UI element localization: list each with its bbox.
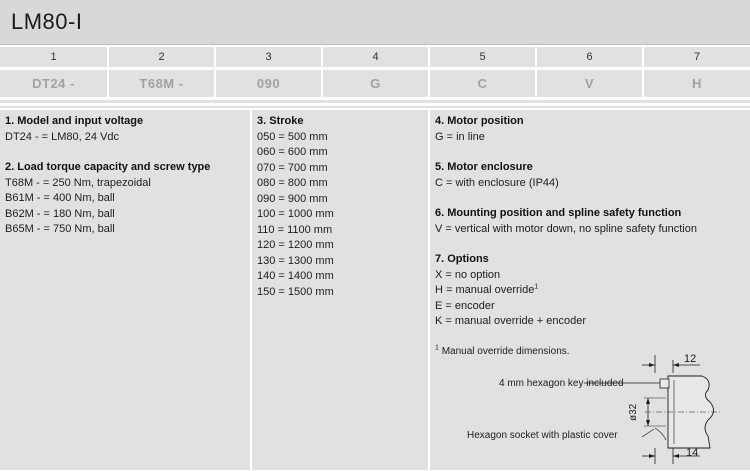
stroke-item: 140 = 1400 mm	[257, 270, 334, 282]
position-number: 7	[644, 47, 750, 67]
dimension-label-diameter: ø32	[628, 403, 639, 421]
position-number-row	[0, 47, 750, 67]
load-item: B62M - = 180 Nm, ball	[5, 207, 115, 220]
divider	[0, 100, 750, 103]
load-item: T68M - = 250 Nm, trapezoidal	[5, 176, 151, 189]
arrow-icon	[649, 454, 655, 458]
section-heading-load: 2. Load torque capacity and screw type	[5, 161, 211, 173]
section-heading-options: 7. Options	[435, 253, 489, 265]
hexagon-socket-label: Hexagon socket with plastic cover	[467, 430, 618, 441]
arrow-icon	[646, 398, 650, 404]
hexagon-key-label: 4 mm hexagon key included	[499, 378, 624, 389]
ordering-code: DT24 -	[0, 70, 109, 97]
section-heading-model: 1. Model and input voltage	[5, 115, 144, 127]
section-heading-stroke: 3. Stroke	[257, 115, 304, 127]
title-bar	[0, 0, 750, 45]
column-stroke	[252, 110, 428, 470]
stroke-item: 110 = 1100 mm	[257, 223, 333, 236]
stroke-item: 050 = 500 mm	[257, 130, 328, 143]
option-item: K = manual override + encoder	[435, 315, 587, 327]
divider	[0, 106, 750, 108]
ordering-code: T68M -	[109, 70, 216, 97]
position-number: 5	[430, 47, 537, 67]
position-number: 6	[537, 47, 644, 67]
dimension-label-top: 12	[684, 353, 697, 365]
option-item: X = no option	[435, 268, 501, 281]
position-number: 1	[0, 47, 109, 67]
section-heading-mounting: 6. Mounting position and spline safety function	[435, 207, 682, 219]
section-heading-motor-position: 4. Motor position	[435, 115, 524, 127]
load-item: B61M - = 400 Nm, ball	[5, 192, 115, 204]
option-item	[435, 283, 745, 299]
stroke-item: 090 = 900 mm	[257, 192, 328, 205]
position-number: 3	[216, 47, 323, 67]
footnote-mark: 1	[435, 344, 439, 352]
motor-position-item: G = in line	[435, 130, 485, 143]
stroke-item: 070 = 700 mm	[257, 161, 328, 174]
position-number: 2	[109, 47, 216, 67]
position-number: 4	[323, 47, 430, 67]
model-item: DT24 - = LM80, 24 Vdc	[5, 130, 120, 143]
stroke-item: 150 = 1500 mm	[257, 285, 334, 298]
dimension-label-bottom: 14	[686, 447, 699, 459]
motor-enclosure-item: C = with enclosure (IP44)	[435, 176, 559, 189]
footnote-text: Manual override dimensions.	[441, 345, 570, 357]
leader-line	[642, 429, 654, 437]
hexagon-key-icon	[660, 379, 669, 388]
mounting-item: V = vertical with motor down, no spline safety function	[435, 222, 697, 235]
ordering-code: G	[323, 70, 430, 97]
socket-outline	[655, 428, 666, 440]
arrow-icon	[646, 420, 650, 426]
ordering-code-row	[0, 70, 750, 97]
stroke-item: 130 = 1300 mm	[257, 254, 334, 267]
ordering-code: H	[644, 70, 750, 97]
option-item-text: H = manual override	[435, 284, 535, 296]
load-item: B65M - = 750 Nm, ball	[5, 223, 115, 235]
section-heading-motor-enclosure: 5. Motor enclosure	[435, 161, 533, 173]
ordering-code: 090	[216, 70, 323, 97]
stroke-item: 120 = 1200 mm	[257, 239, 334, 251]
arrow-icon	[649, 363, 655, 367]
arrow-icon	[673, 363, 679, 367]
stroke-item: 100 = 1000 mm	[257, 208, 334, 220]
ordering-code: V	[537, 70, 644, 97]
ordering-code: C	[430, 70, 537, 97]
option-item: E = encoder	[435, 299, 495, 312]
stroke-item: 080 = 800 mm	[257, 177, 328, 189]
arrow-icon	[673, 454, 679, 458]
manual-override-drawing	[430, 340, 750, 470]
column-model-load	[0, 110, 250, 470]
footnote-reference: 1	[534, 283, 539, 291]
stroke-item: 060 = 600 mm	[257, 146, 328, 158]
page-title: LM80-I	[11, 9, 83, 34]
